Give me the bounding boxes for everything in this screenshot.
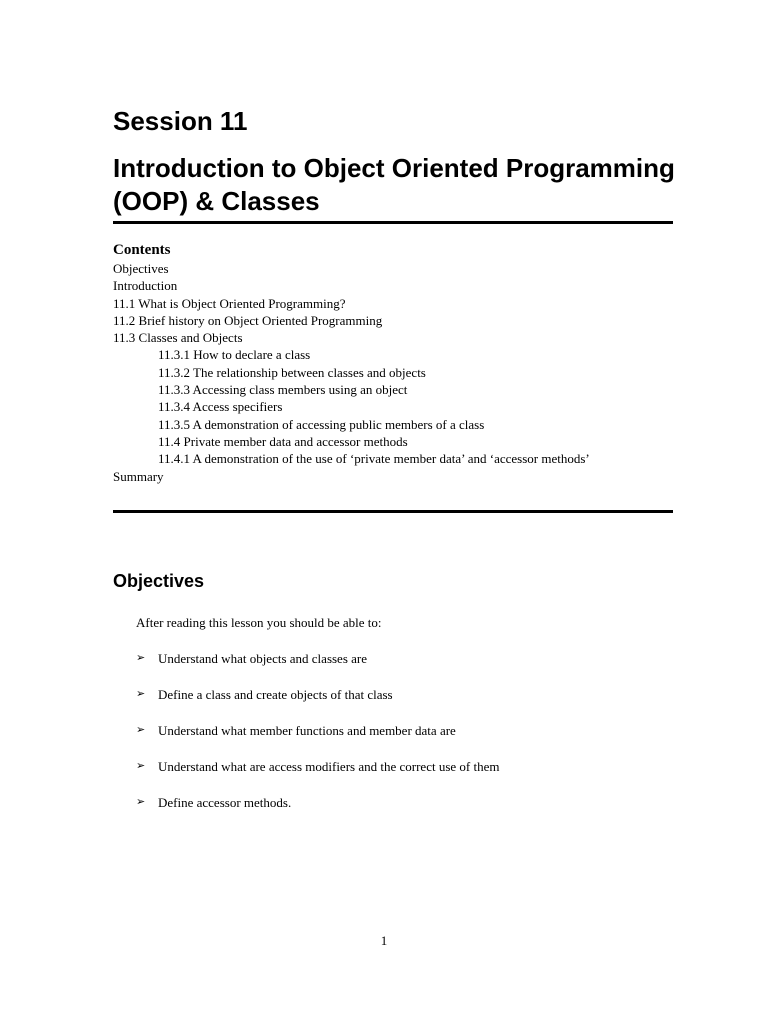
page-number: 1: [380, 933, 388, 948]
toc-item: 11.1 What is Object Oriented Programming?: [113, 295, 346, 311]
objective-text: Understand what member functions and member data are: [158, 723, 456, 738]
table-of-contents: [113, 260, 656, 485]
toc-item: Introduction: [113, 278, 178, 294]
objective-text: Understand what are access modifiers and the correct use of them: [158, 759, 500, 774]
toc-subitem: 11.4 Private member data and accessor methods: [158, 433, 408, 449]
arrowhead-bullet-icon: ➢: [136, 652, 146, 664]
toc-subitem: 11.3.3 Accessing class members using an object: [158, 382, 408, 398]
arrowhead-bullet-icon: ➢: [136, 724, 146, 736]
objectives-heading: Objectives: [113, 571, 205, 591]
session-title: Session 11: [113, 106, 248, 136]
contents-heading: Contents: [113, 242, 171, 258]
objective-text: Define a class and create objects of that class: [158, 687, 393, 702]
page-title: Introduction to Object Oriented Programming (OOP) & Classes: [113, 153, 675, 216]
objective-text: Understand what objects and classes are: [158, 651, 368, 666]
objectives-list: [136, 650, 499, 830]
objective-item: [136, 758, 499, 775]
toc-item: 11.2 Brief history on Object Oriented Programming: [113, 312, 383, 328]
objective-item: [136, 650, 499, 667]
toc-item: Objectives: [113, 261, 169, 276]
arrowhead-bullet-icon: ➢: [136, 796, 146, 808]
toc-subitem: 11.3.5 A demonstration of accessing public members of a class: [158, 416, 485, 432]
arrowhead-bullet-icon: ➢: [136, 688, 146, 700]
arrowhead-bullet-icon: ➢: [136, 760, 146, 772]
objective-item: [136, 686, 499, 703]
toc-subitem: 11.3.2 The relationship between classes and objects: [158, 364, 426, 380]
bottom-divider: [113, 510, 673, 513]
objective-item: [136, 794, 499, 811]
objective-item: [136, 722, 499, 739]
toc-item: 11.3 Classes and Objects: [113, 330, 243, 346]
toc-subitem: 11.3.4 Access specifiers: [158, 399, 283, 415]
toc-item: Summary: [113, 468, 164, 484]
toc-subitem: 11.3.1 How to declare a class: [158, 347, 311, 363]
toc-subitem: 11.4.1 A demonstration of the use of ‘private member data’ and ‘accessor methods’: [158, 451, 590, 467]
objectives-intro: After reading this lesson you should be able to:: [136, 615, 382, 630]
top-divider: [113, 221, 673, 224]
objective-text: Define accessor methods.: [158, 795, 292, 810]
